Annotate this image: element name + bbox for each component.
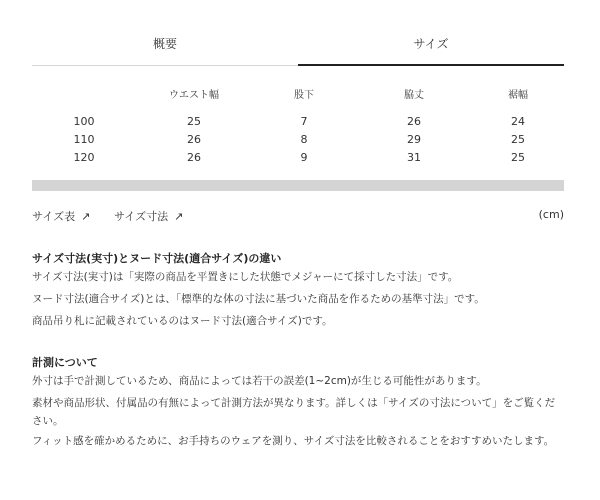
external-arrow-icon: ↗ xyxy=(174,210,184,223)
table-row xyxy=(32,148,564,166)
paragraph-line: フィット感を確かめるために、お手持ちのウェアを測り、サイズ寸法を比較されることをおすすめいたします。 xyxy=(32,435,555,447)
size-measure-link[interactable] xyxy=(114,208,183,224)
paragraph-line: 素材や商品形状、付属品の有無によって計測方法が異なります。詳しくは「サイズの寸法について」をご覧ください。 xyxy=(32,397,556,427)
size-label: 110 xyxy=(73,132,95,146)
header-inseam: 股下 xyxy=(294,89,314,101)
table-row xyxy=(32,106,564,130)
size-table xyxy=(32,80,564,166)
paragraph-line: サイズ寸法(実寸)は「実際の商品を平置きにした状態でメジャーにて採寸した寸法」です。 xyxy=(32,271,459,283)
cell-side-length: 31 xyxy=(407,150,421,164)
section-heading: サイズ寸法(実寸)とヌード寸法(適合サイズ)の違い xyxy=(32,252,282,265)
size-measure-label: サイズ寸法 xyxy=(114,210,169,223)
cell-inseam: 8 xyxy=(300,132,308,146)
tab-overview[interactable]: 概要 xyxy=(152,37,177,51)
table-row xyxy=(32,130,564,148)
unit-label: (cm) xyxy=(538,208,564,221)
tab-bar xyxy=(32,28,564,66)
cell-hem-width: 24 xyxy=(511,114,525,128)
table-header-row xyxy=(32,80,564,106)
header-side-length: 脇丈 xyxy=(404,89,424,101)
cell-side-length: 26 xyxy=(407,114,421,128)
horizontal-scrollbar[interactable] xyxy=(32,180,564,191)
cell-inseam: 7 xyxy=(300,114,308,128)
cell-waist: 26 xyxy=(187,132,201,146)
cell-side-length: 29 xyxy=(407,132,421,146)
cell-hem-width: 25 xyxy=(511,132,525,146)
cell-waist: 25 xyxy=(187,114,201,128)
cell-inseam: 9 xyxy=(300,150,308,164)
size-links xyxy=(32,208,564,224)
cell-waist: 26 xyxy=(187,150,201,164)
header-hem-width: 裾幅 xyxy=(508,89,528,101)
section-heading: 計測について xyxy=(32,356,98,369)
size-chart-label: サイズ表 xyxy=(32,210,76,223)
size-label: 120 xyxy=(73,150,95,164)
size-label: 100 xyxy=(73,114,95,128)
external-arrow-icon: ↗ xyxy=(81,210,91,223)
header-waist: ウエスト幅 xyxy=(169,89,219,101)
tab-size[interactable]: サイズ xyxy=(298,28,564,65)
paragraph-line: ヌード寸法(適合サイズ)とは、「標準的な体の寸法に基づいた商品を作るための基準寸法」です。 xyxy=(32,293,485,305)
paragraph-line: 商品吊り札に記載されているのはヌード寸法(適合サイズ)です。 xyxy=(32,315,333,327)
paragraph-line: 外寸は手で計測しているため、商品によっては若干の誤差(1~2cm)が生じる可能性があります。 xyxy=(32,375,487,387)
size-chart-link[interactable] xyxy=(32,208,90,224)
cell-hem-width: 25 xyxy=(511,150,525,164)
header-size xyxy=(32,80,136,106)
